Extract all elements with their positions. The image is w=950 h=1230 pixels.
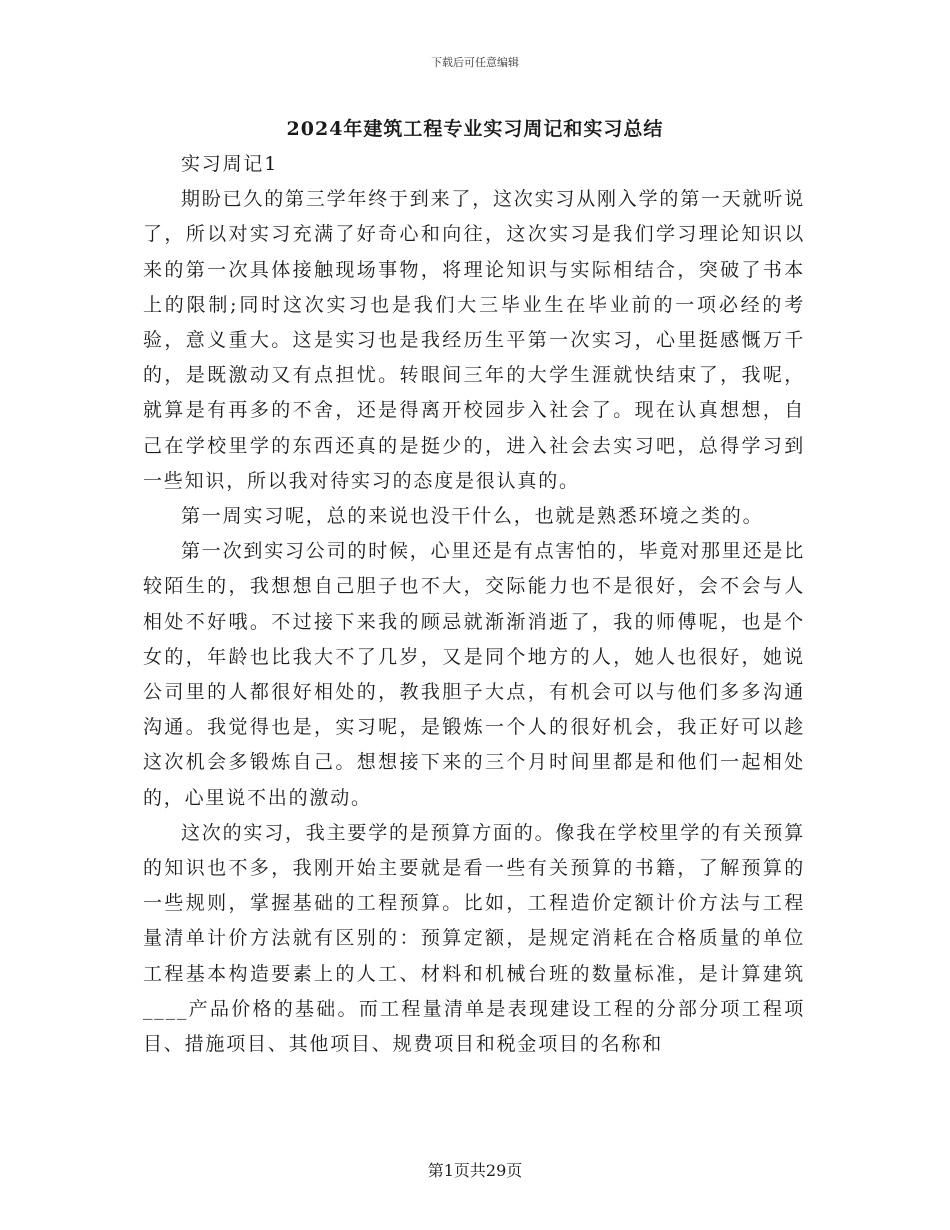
- paragraph-4: 这次的实习，我主要学的是预算方面的。像我在学校里学的有关预算的知识也不多，我刚开始主要就是看一些有关预算的书籍，了解预算的一些规则，掌握基础的工程预算。比如，工程造价定额计价方法与工程量清单计价方法就有区别的：预算定额，是规定消耗在合格质量的单位工程基本构造要素上的人工、材料和机械台班的数量标准，是计算建筑____产品价格的基础。而工程量清单是表现建设工程的分部分项工程项目、措施项目、其他项目、规费项目和税金项目的名称和: [143, 821, 806, 1056]
- paragraph-1: 期盼已久的第三学年终于到来了，这次实习从刚入学的第一天就听说了，所以对实习充满了好奇心和向往，这次实习是我们学习理论知识以来的第一次具体接触现场事物，将理论知识与实际相结合，突破了书本上的限制;同时这次实习也是我们大三毕业生在毕业前的一项必经的考验，意义重大。这是实习也是我经历生平第一次实习，心里挺感慨万千的，是既激动又有点担忧。转眼间三年的大学生涯就快结束了，我呢，就算是有再多的不舍，还是得离开校园步入社会了。现在认真想想，自己在学校里学的东西还真的是挺少的，进入社会去实习吧，总得学习到一些知识，所以我对待实习的态度是很认真的。: [143, 188, 806, 492]
- page-number: 第1页共29页: [427, 1161, 523, 1180]
- page-header-note: 下载后可任意编辑: [431, 56, 519, 69]
- document-title: 2024年建筑工程专业实习周记和实习总结: [286, 118, 664, 140]
- section-label: 实习周记1: [181, 153, 279, 175]
- paragraph-2: 第一周实习呢，总的来说也没干什么，也就是熟悉环境之类的。: [181, 505, 764, 528]
- document-body: [143, 147, 805, 1062]
- paragraph-3: 第一次到实习公司的时候，心里还是有点害怕的，毕竟对那里还是比较陌生的，我想想自己胆子也不大，交际能力也不是很好，会不会与人相处不好哦。不过接下来我的顾忌就渐渐消逝了，我的师傅呢，也是个女的，年龄也比我大不了几岁，又是同个地方的人，她人也很好，她说公司里的人都很好相处的，教我胆子大点，有机会可以与他们多多沟通沟通。我觉得也是，实习呢，是锻炼一个人的很好机会，我正好可以趁这次机会多锻炼自己。想想接下来的三个月时间里都是和他们一起相处的，心里说不出的激动。: [143, 540, 806, 809]
